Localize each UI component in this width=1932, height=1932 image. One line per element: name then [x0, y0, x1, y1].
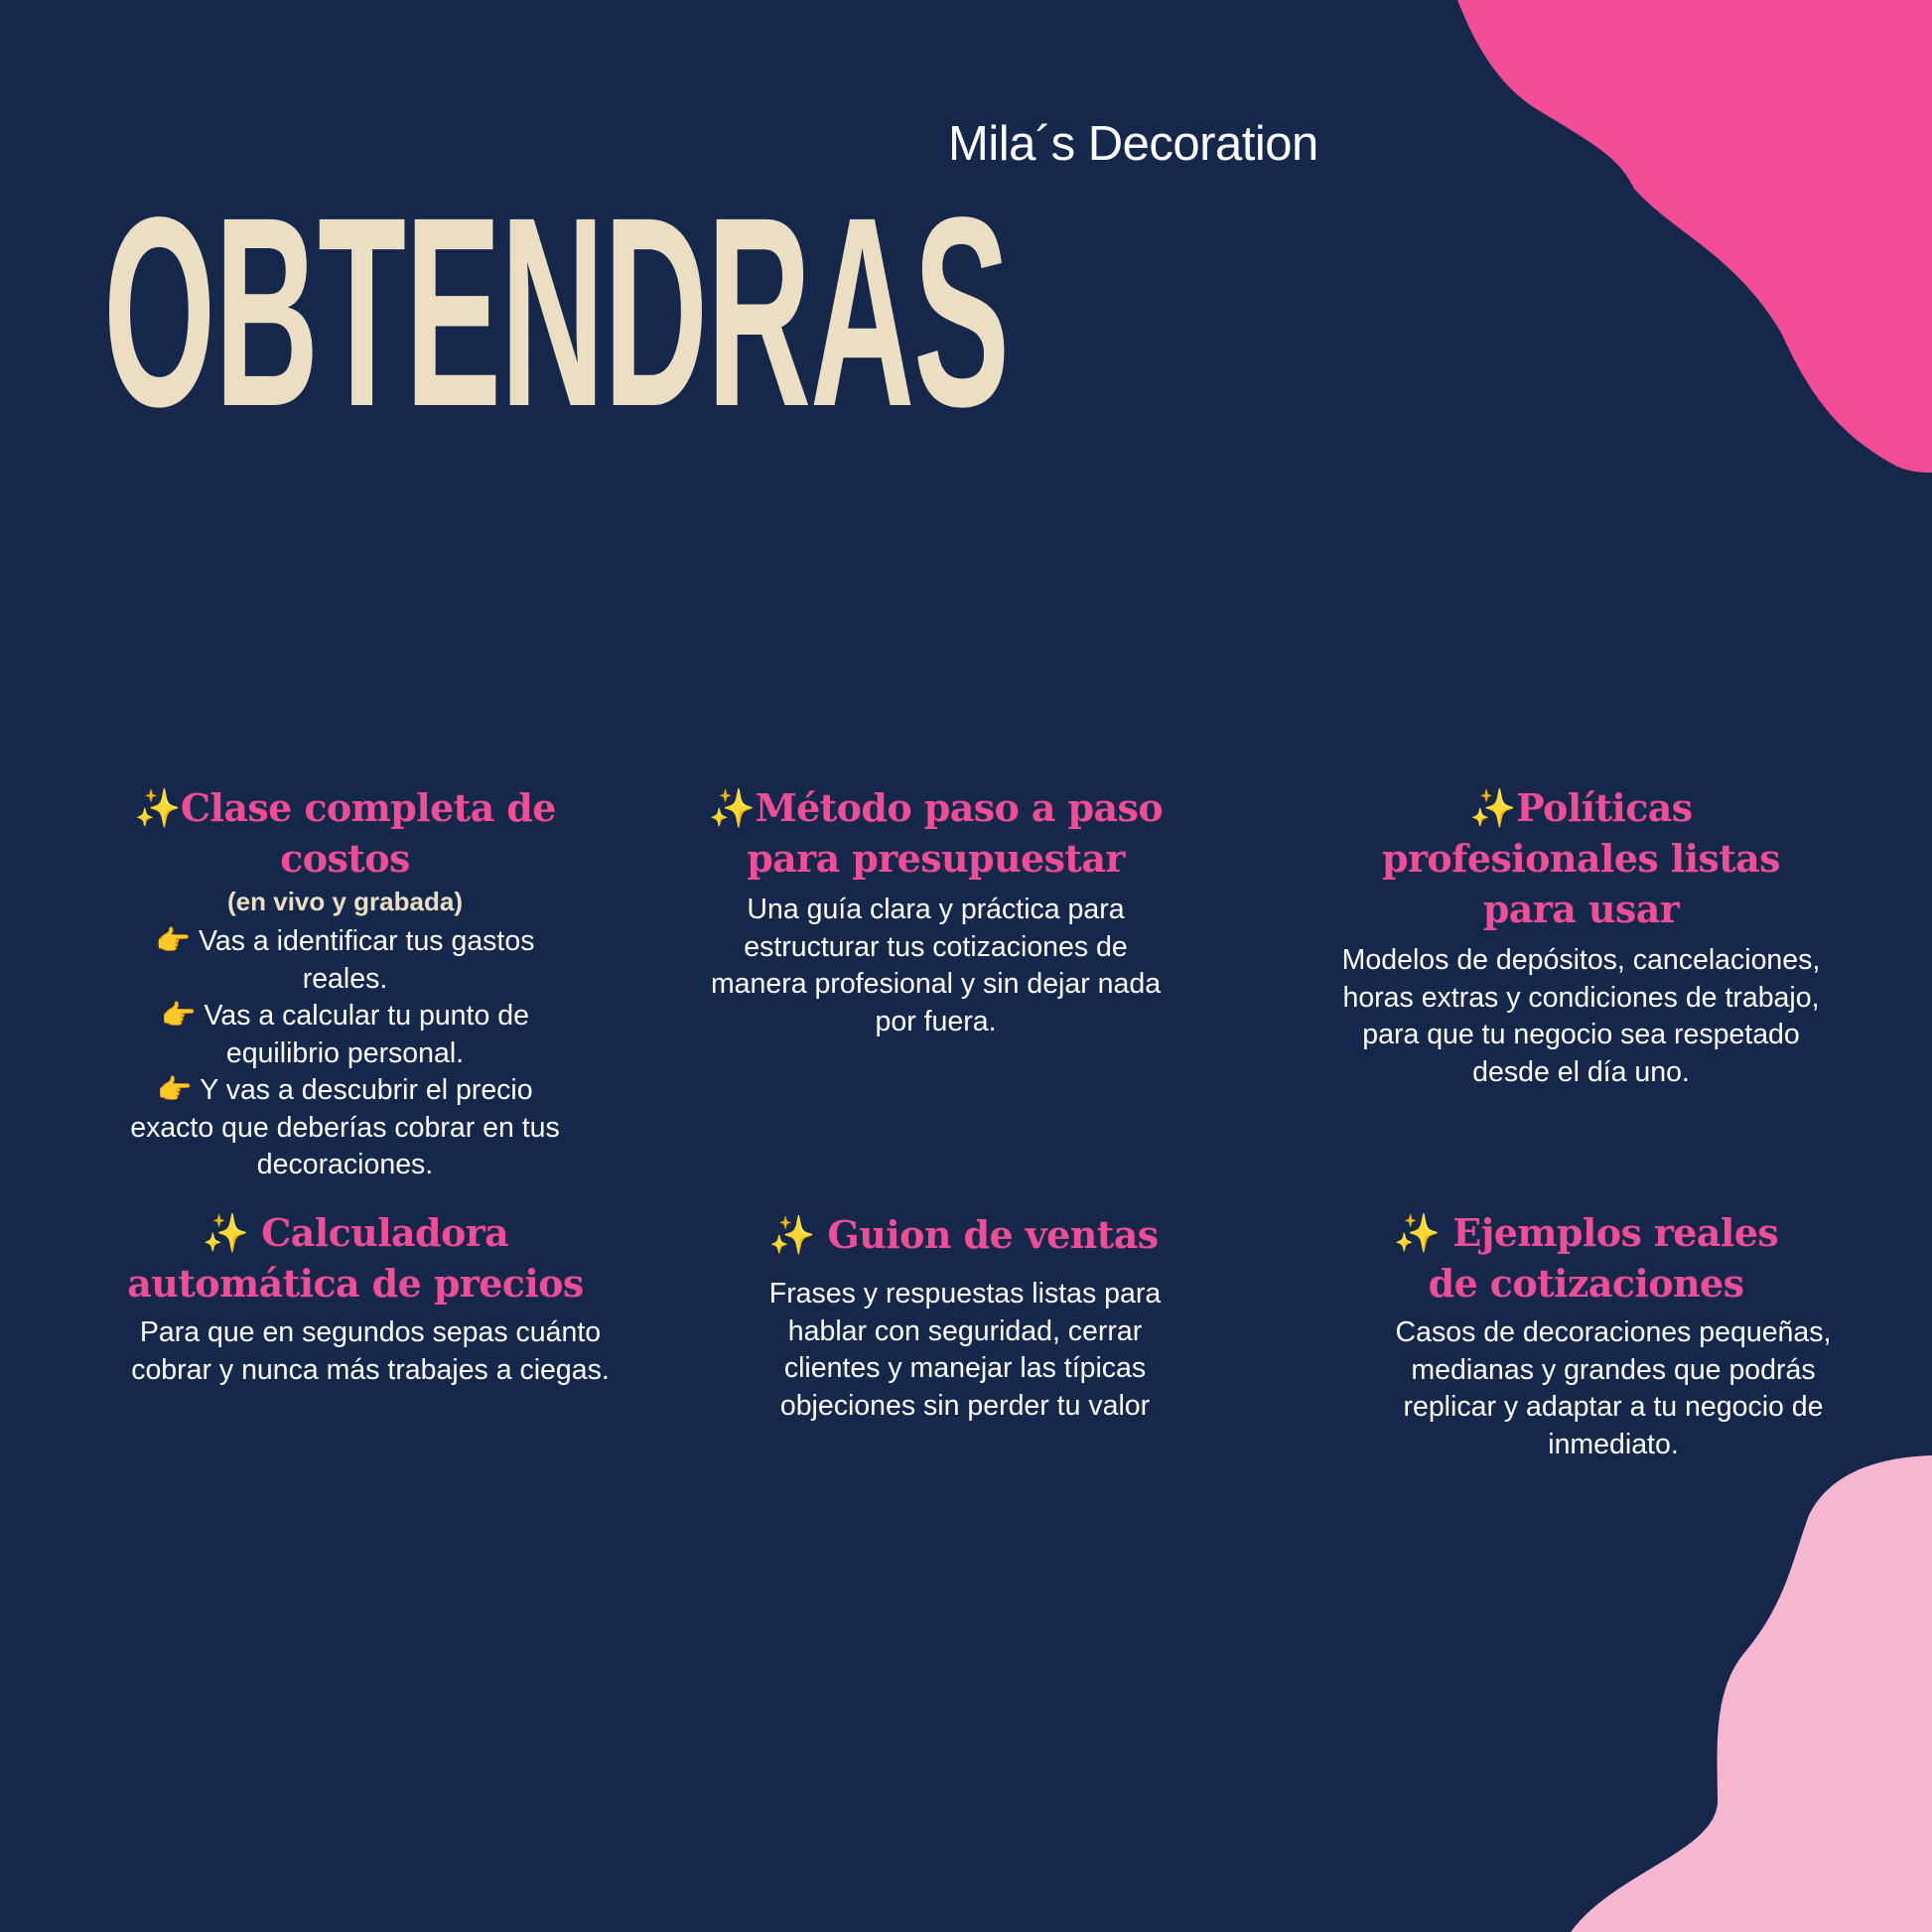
sparkle-icon: ✨ — [202, 1210, 249, 1255]
card-title: ✨ Ejemplos reales de cotizaciones — [1393, 1210, 1779, 1306]
sparkle-icon: ✨ — [1469, 785, 1517, 830]
card-guion-ventas — [715, 1209, 1216, 1425]
card-bullets — [112, 923, 579, 1184]
pointing-hand-icon: 👉 — [161, 1000, 197, 1032]
pointing-hand-icon: 👉 — [155, 925, 192, 957]
bullet-item: 👉 Y vas a descubrir el precio exacto que deberías cobrar en tus decoraciones. — [130, 1074, 560, 1180]
card-subtitle: (en vivo y grabada) — [227, 887, 463, 916]
card-title: ✨ Guion de ventas — [768, 1212, 1159, 1257]
brand-name: Mila´s Decoration — [948, 117, 1318, 171]
sparkle-icon: ✨ — [134, 785, 181, 830]
card-text: Frases y respuestas listas para hablar con seguridad, cerrar clientes y manejar las típicas objeciones sin perder tu valor — [768, 1278, 1162, 1422]
card-metodo-presupuestar — [685, 782, 1186, 1040]
card-title: ✨Políticas profesionales listas para usar — [1382, 785, 1780, 931]
pink-blob-top-right — [1336, 0, 1932, 477]
card-ejemplos — [1375, 1207, 1852, 1463]
sparkle-icon: ✨ — [708, 785, 756, 830]
page-title: OBTENDRAS — [103, 161, 1010, 463]
card-calculadora — [107, 1207, 610, 1389]
card-text: Una guía clara y práctica para estructurar tus cotizaciones de manera profesional y sin dejar nada por fuera. — [710, 894, 1162, 1037]
card-clase-costos — [84, 782, 606, 1184]
pointing-hand-icon: 👉 — [157, 1074, 193, 1106]
sparkle-icon: ✨ — [768, 1212, 815, 1257]
bullet-item: 👉 Vas a identificar tus gastos reales. — [155, 925, 535, 995]
card-politicas — [1320, 782, 1842, 1091]
bullet-item: 👉 Vas a calcular tu punto de equilibrio personal. — [161, 1000, 529, 1069]
card-title: ✨Clase completa de costos — [134, 785, 556, 881]
card-text: Casos de decoraciones pequeñas, medianas y grandes que podrás replicar y adaptar a tu negocio de inmediato. — [1395, 1316, 1832, 1460]
sparkle-icon: ✨ — [1393, 1210, 1441, 1255]
card-text: Para que en segundos sepas cuánto cobrar y nunca más trabajes a ciegas. — [131, 1316, 610, 1386]
card-title: ✨ Calculadora automática de precios — [127, 1210, 584, 1306]
card-title: ✨Método paso a paso para presupuestar — [708, 785, 1164, 881]
pink-blob-bottom-right — [1475, 1455, 1932, 1932]
card-text: Modelos de depósitos, cancelaciones, horas extras y condiciones de trabajo, para que tu negocio sea respetado desde el día uno. — [1341, 944, 1821, 1088]
